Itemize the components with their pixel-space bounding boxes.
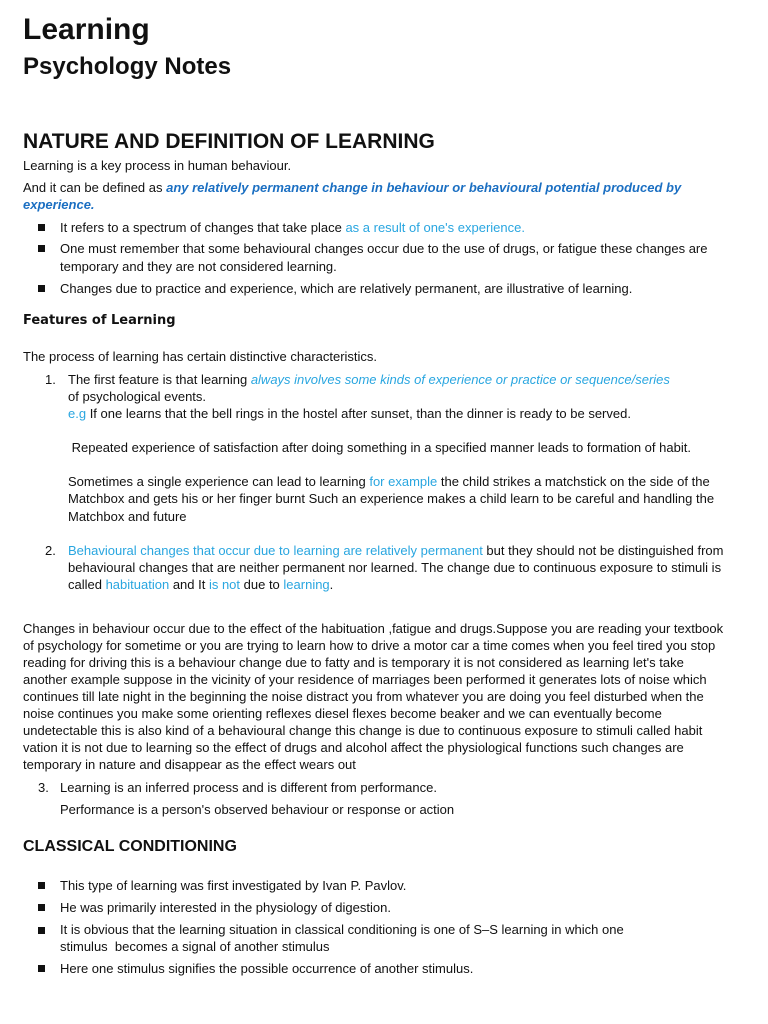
habituation-paragraph — [23, 620, 748, 773]
list-number: 1. — [45, 372, 56, 387]
section-heading-classical: CLASSICAL CONDITIONING — [23, 838, 237, 855]
term-habituation: habituation — [105, 577, 170, 592]
paragraph-line: reading for driving this is a behaviour change due to fatty and is temporary it is not considered as learning let's take — [23, 655, 684, 670]
bullet-marker — [38, 965, 45, 972]
section1-definition — [23, 179, 743, 196]
section1-bullet-1 — [60, 219, 525, 236]
bullet-marker — [38, 927, 45, 934]
bullet-text: It refers to a spectrum of changes that take place — [60, 220, 346, 235]
term-is-not: is not — [208, 577, 241, 592]
feature3-line2: Performance is a person's observed behaviour or response or action — [60, 802, 455, 817]
list-number: 2. — [45, 543, 56, 558]
feature2-text: called — [68, 577, 106, 592]
feature1-habit: Repeated experience of satisfaction after doing something in a specified manner leads to formation of habit. — [68, 440, 691, 455]
paragraph-line: continues till late night in the beginning the noise distract you from whatever you are doing you feel disturbed when the — [23, 689, 704, 704]
section1-bullet-2-cont: temporary and they are not considered learning. — [60, 259, 337, 274]
feature1-line-c: Matchbox and future — [68, 509, 187, 524]
features-heading: Features of Learning — [23, 313, 176, 328]
classical-bullet-2: He was primarily interested in the physiology of digestion. — [60, 900, 391, 915]
section-heading-nature: NATURE AND DEFINITION OF LEARNING — [23, 130, 435, 153]
feature2-line3 — [68, 576, 333, 593]
doc-title: Learning — [23, 13, 150, 46]
para-text: the child strikes a matchstick on the side of the — [437, 474, 710, 489]
feature2-line1 — [68, 542, 723, 559]
feature2-text: due to — [240, 577, 284, 592]
list-number: 3. — [38, 780, 49, 795]
paragraph-line: undetectable this is also kind of a behavioural change this change is due to continuous exposure to stimuli called habit — [23, 723, 703, 738]
section1-intro: Learning is a key process in human behaviour. — [23, 158, 292, 173]
example-label: e.g — [68, 406, 87, 421]
classical-bullet-1: This type of learning was first investigated by Ivan P. Pavlov. — [60, 878, 407, 893]
bullet-marker — [38, 285, 45, 292]
feature1-text: The first feature is that learning — [68, 372, 251, 387]
example-text: If one learns that the bell rings in the hostel after sunset, than the dinner is ready to be served. — [86, 406, 631, 421]
section1-bullet-3: Changes due to practice and experience, which are relatively permanent, are illustrative of learning. — [60, 281, 633, 296]
feature1-line1 — [68, 371, 670, 388]
feature1-line2: of psychological events. — [68, 389, 207, 404]
definition-emphasis-cont: experience. — [23, 197, 95, 212]
feature1-line-b: Matchbox and gets his or her finger burnt Such an experience makes a child learn to be careful and handling the — [68, 491, 715, 506]
para-text: Sometimes a single experience can lead to learning — [68, 474, 370, 489]
bullet-marker — [38, 904, 45, 911]
bullet-marker — [38, 245, 45, 252]
term-learning: learning — [283, 577, 330, 592]
feature1-emphasis: always involves some kinds of experience or practice or sequence/series — [250, 372, 670, 387]
feature2-text: but they should not be distinguished from — [482, 543, 724, 558]
classical-bullet-3-cont: stimulus becomes a signal of another stimulus — [60, 939, 330, 954]
paragraph-line: noise continues you make some orienting reflexes diesel flexes become beaker and we can eventually become — [23, 706, 662, 721]
definition-emphasis: any relatively permanent change in behaviour or behavioural potential produced by — [166, 180, 682, 195]
bullet-marker — [38, 224, 45, 231]
classical-bullet-4: Here one stimulus signifies the possible occurrence of another stimulus. — [60, 961, 474, 976]
definition-prefix: And it can be defined as — [23, 180, 167, 195]
bullet-highlight: as a result of one's experience. — [345, 220, 525, 235]
section1-bullet-2: One must remember that some behavioural changes occur due to the use of drugs, or fatigue these changes are — [60, 241, 708, 256]
feature2-highlight: Behavioural changes that occur due to learning are relatively permanent — [68, 543, 483, 558]
feature2-text: . — [329, 577, 334, 592]
feature1-single-experience — [68, 473, 710, 490]
paragraph-line: temporary in nature and disappear as the effect wears out — [23, 757, 356, 772]
paragraph-line: another example suppose in the vicinity of your residence of marriages been performed it generates lots of noise which — [23, 672, 707, 687]
paragraph-line: Changes in behaviour occur due to the effect of the habituation ,fatigue and drugs.Suppose you are reading your textbook — [23, 621, 724, 636]
para-highlight: for example — [369, 474, 438, 489]
bullet-marker — [38, 882, 45, 889]
paragraph-line: of psychology for sometime or you are trying to learn how to drive a motor car a time comes when you feel tired you stop — [23, 638, 716, 653]
doc-subtitle: Psychology Notes — [23, 53, 232, 80]
classical-bullet-3: It is obvious that the learning situation in classical conditioning is one of S–S learning in which one — [60, 922, 624, 937]
feature3-line1: Learning is an inferred process and is different from performance. — [60, 780, 437, 795]
features-intro: The process of learning has certain distinctive characteristics. — [23, 349, 378, 364]
feature2-text: and It — [169, 577, 209, 592]
feature2-line2: behavioural changes that are neither permanent nor learned. The change due to continuous exposure to stimuli is — [68, 560, 722, 575]
feature1-example — [68, 405, 631, 422]
paragraph-line: vation it is not due to learning so the effect of drugs and alcohol affect the physiological functions such changes are — [23, 740, 684, 755]
